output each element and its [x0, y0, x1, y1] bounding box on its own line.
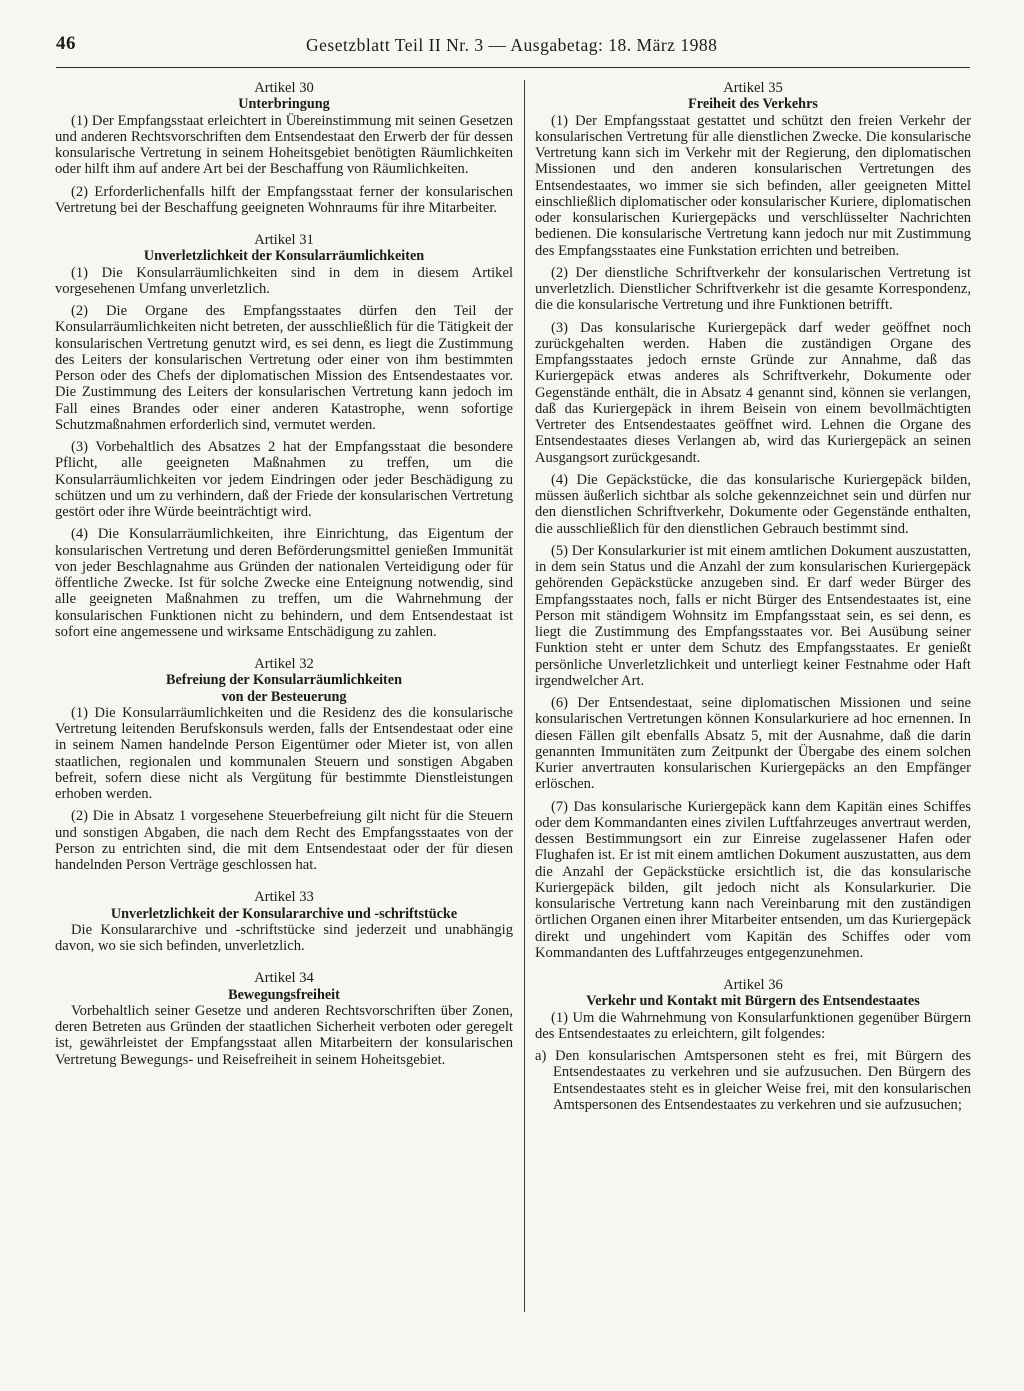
paragraph: (4) Die Gepäckstücke, die das konsularische Kuriergepäck bilden, müssen äußerlich sichtbar als solche gekennzeichnet sein und dürfen nur den dienstlichen Schriftverkehr, Dokumente oder Gegenstände enthalten, die ausschließlich für den dienstlichen Gebrauch bestimmt sind.: [535, 471, 971, 537]
article-number: Artikel 31: [254, 232, 314, 248]
article-30: [55, 80, 513, 216]
paragraph: (5) Der Konsularkurier ist mit einem amtlichen Dokument auszustatten, in dem sein Status und die Anzahl der zum konsularischen Kuriergepäck gehörenden Gepäckstücke anzugeben sind. Er darf weder Bürger des Empfangsstaates noch, falls er nicht Bürger des Entsendestaates ist, eine Person mit ständigem Wohnsitz im Empfangsstaat sein, es sei denn, es liegt die Zustimmung des Empfangsstaates vor. Bei Ausübung seiner Funktion steht er unter dem Schutz des Empfangsstaates. Er genießt persönliche Unverletzlichkeit und unterliegt keiner Festnahme oder Haft irgendwelcher Art.: [535, 542, 971, 689]
article-title: Unverletzlichkeit der Konsularräumlichkeiten: [143, 248, 425, 265]
paragraph: (2) Der dienstliche Schriftverkehr der konsularischen Vertretung ist unverletzlich. Dienstlicher Schriftverkehr ist die gesamte Korrespondenz, die die konsularische Vertretung und ihre Funktionen betrifft.: [535, 264, 971, 314]
list-item: a) Den konsularischen Amtspersonen steht es frei, mit Bürgern des Entsendestaates zu verkehren und sie aufzusuchen. Den Bürgern des Entsendestaates steht es in gleicher Weise frei, mit den konsularischen Amtspersonen des Entsendestaates zu verkehren und sie aufzusuchen;: [535, 1048, 971, 1113]
article-number: Artikel 33: [254, 889, 314, 906]
article-34: [55, 970, 513, 1068]
article-number: Artikel 34: [254, 970, 314, 987]
paragraph: (3) Das konsularische Kuriergepäck darf weder geöffnet noch zurückgehalten werden. Haben die zuständigen Organe des Empfangsstaates jedoch ernste Gründe zur Annahme, daß das Kuriergepäck etwas anderes als Schriftverkehr, Dokumente oder Gegenstände enthält, die in Absatz 4 genannt sind, können sie verlangen, daß das Kuriergepäck in ihrem Beisein von einem bevollmächtigten Vertreter des Entsendestaates geöffnet wird. Lehnen die Organe des Entsendestaates dieses Verlangen ab, wird das Kuriergepäck an seinen Ausgangsort zurückgesandt.: [535, 319, 971, 466]
paragraph: (7) Das konsularische Kuriergepäck kann dem Kapitän eines Schiffes oder dem Kommandanten eines zivilen Luftfahrzeuges anvertraut werden, dessen Bestimmungsort ein zur Einreise zugelassener Hafen oder Flughafen ist. Er ist mit einem amtlichen Dokument auszustatten, aus dem die Anzahl der Gepäckstücke ersichtlich ist, die das konsularische Kuriergepäck bilden, gilt jedoch nicht als Konsularkurier. Die konsularische Vertretung kann nach Vereinbarung mit den zuständigen örtlichen Organen einen ihrer Mitarbeiter entsenden, um das Kuriergepäck direkt und ungehindert vom Kapitän des Schiffes oder vom Kommandanten des Luftfahrzeuges entgegenzunehmen.: [535, 798, 971, 961]
right-column: [535, 80, 971, 1113]
article-33: [55, 889, 513, 954]
paragraph: (2) Erforderlichenfalls hilft der Empfangsstaat ferner der konsularischen Vertretung bei der Beschaffung geeigneten Wohnraums für ihre Mitarbeiter.: [55, 183, 513, 216]
column-divider: [524, 80, 525, 1312]
page-number: 46: [56, 33, 76, 54]
paragraph: (4) Die Konsularräumlichkeiten, ihre Einrichtung, das Eigentum der konsularischen Vertretung und deren Beförderungsmittel genießen Immunität von jeder Beschlagnahme aus Gründen der nationalen Verteidigung oder für öffentliche Zwecke. Ist für solche Zwecke eine Enteignung notwendig, sind alle geeigneten Maßnahmen zu treffen, um die Wahrnehmung der konsularischen Funktionen nicht zu behindern, und dem Entsendestaat ist sofort eine angemessene und wirksame Entschädigung zu zahlen.: [55, 526, 513, 640]
article-title: Bewegungsfreiheit: [228, 986, 340, 1003]
paragraph: Die Konsulararchive und -schriftstücke sind jederzeit und unabhängig davon, wo sie sich befinden, unverletzlich.: [55, 921, 513, 954]
paragraph: (2) Die Organe des Empfangsstaates dürfen den Teil der Konsularräumlichkeiten nicht betreten, der ausschließlich für die Tätigkeit der konsularischen Vertretung genutzt wird, es sei denn, es liegt die Zustimmung des Leiters der konsularischen Vertretung oder einer von ihm bestimmten Person oder des Chefs der diplomatischen Mission des Entsendestaates vor. Die Zustimmung des Leiters der konsularischen Vertretung kann jedoch im Fall eines Brandes oder einer anderen Katastrophe, wenn sofortige Schutzmaßnahmen erforderlich sind, vermutet werden.: [55, 303, 513, 433]
page-header: [56, 33, 970, 68]
article-number: Artikel 30: [254, 80, 314, 96]
article-number: Artikel 32: [254, 656, 314, 672]
article-36: [535, 977, 971, 1113]
article-number: Artikel 36: [723, 977, 783, 993]
paragraph: (1) Der Empfangsstaat erleichtert in Übereinstimmung mit seinen Gesetzen und anderen Rechtsvorschriften dem Entsendestaat den Erwerb der für dessen konsularische Vertretung in seinem Hoheitsgebiet benötigten Räumlichkeiten oder hilft ihm auf andere Art bei der Beschaffung von Räumlichkeiten.: [55, 112, 513, 178]
paragraph: Vorbehaltlich seiner Gesetze und anderen Rechtsvorschriften über Zonen, deren Betreten aus Gründen der staatlichen Sicherheit verboten oder geregelt ist, gewährleistet der Empfangsstaat allen Mitarbeitern der konsularischen Vertretung Bewegungs- und Reisefreiheit in seinem Hoheitsgebiet.: [55, 1002, 513, 1068]
paragraph: (1) Die Konsularräumlichkeiten sind in dem in diesem Artikel vorgesehenen Umfang unverletzlich.: [55, 264, 513, 297]
left-column: [55, 80, 513, 1074]
paragraph: (2) Die in Absatz 1 vorgesehene Steuerbefreiung gilt nicht für die Steuern und sonstigen Abgaben, die nach dem Recht des Empfangsstaates von der Person zu entrichten sind, die mit dem Entsendestaat oder der für diesen handelnden Person Verträge geschlossen hat.: [55, 808, 513, 873]
paragraph: (3) Vorbehaltlich des Absatzes 2 hat der Empfangsstaat die besondere Pflicht, alle geeigneten Maßnahmen zu treffen, um die Konsularräumlichkeiten vor jedem Eindringen oder jeder Beschädigung zu schützen und um zu verhindern, daß der Friede der konsularischen Vertretung gestört oder ihre Würde beeinträchtigt wird.: [55, 439, 513, 520]
article-31: [55, 232, 513, 640]
article-title: Verkehr und Kontakt mit Bürgern des Entsendestaates: [586, 993, 920, 1010]
running-title: Gesetzblatt Teil II Nr. 3 — Ausgabetag: 18. März 1988: [306, 35, 718, 55]
paragraph: (1) Die Konsularräumlichkeiten und die Residenz des die konsularische Vertretung leitenden Berufskonsuls werden, falls der Entsendestaat oder eine in seinem Namen handelnde Person Eigentümer oder Mieter ist, von allen staatlichen, regionalen und kommunalen Steuern und sonstigen Abgaben befreit, sofern diese nicht als Vergütung für bestimmte Dienstleistungen erhoben werden.: [55, 704, 513, 802]
article-title: Freiheit des Verkehrs: [688, 96, 818, 113]
paragraph: (1) Um die Wahrnehmung von Konsularfunktionen gegenüber Bürgern des Entsendestaates zu erleichtern, gilt folgendes:: [535, 1009, 971, 1042]
article-title-line-1: Befreiung der Konsularräumlichkeiten: [166, 672, 402, 689]
paragraph: (6) Der Entsendestaat, seine diplomatischen Missionen und seine konsularischen Vertretungen können Konsularkuriere ad hoc ernennen. In diesen Fällen gilt ebenfalls Absatz 5, mit der Ausnahme, daß die darin genannten Immunitäten zum Zeitpunkt der Übergabe des einem solchen Kurier anvertrauten konsularischen Kuriergepäcks an den Empfänger erlöschen.: [535, 695, 971, 793]
article-32: [55, 656, 513, 873]
paragraph: (1) Der Empfangsstaat gestattet und schützt den freien Verkehr der konsularischen Vertretung für alle dienstlichen Zwecke. Die konsularische Vertretung kann sich im Verkehr mit der Regierung, den diplomatischen Missionen und den anderen konsularischen Vertretungen des Entsendestaates, wo immer sie sich befinden, aller geeigneten Mittel einschließlich diplomatischer oder konsularischer Kuriere, diplomatischen oder konsularischen Kuriergepäcks und verschlüsselter Nachrichten bedienen. Die konsularische Vertretung kann jedoch nur mit Zustimmung des Empfangsstaates eine Funkstation errichten und betreiben.: [535, 112, 971, 259]
article-title: Unterbringung: [238, 96, 330, 113]
article-title-line-2: von der Besteuerung: [221, 688, 347, 705]
article-35: [535, 80, 971, 961]
article-number: Artikel 35: [723, 80, 783, 96]
article-title: Unverletzlichkeit der Konsulararchive und -schriftstücke: [110, 905, 458, 922]
